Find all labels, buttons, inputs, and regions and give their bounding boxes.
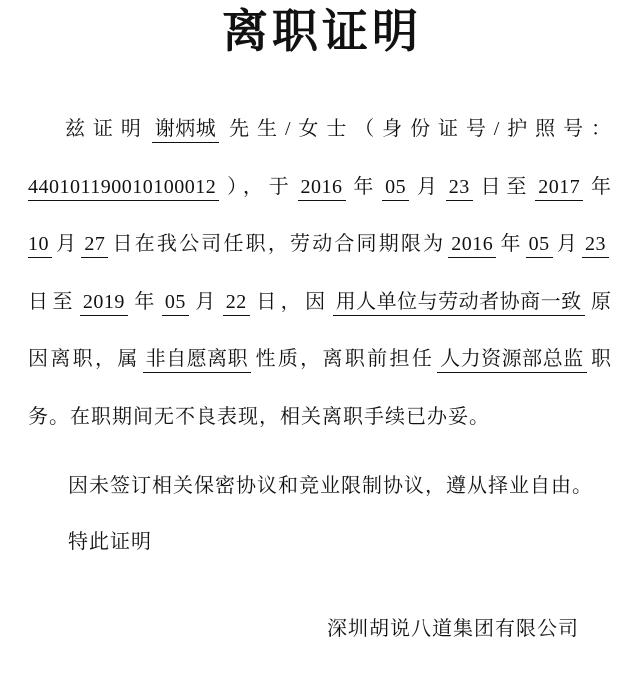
text-segment: 职 <box>589 348 613 371</box>
employee-name-field: 谢炳城 <box>152 117 220 143</box>
text-segment: 原 <box>587 290 613 313</box>
id-number-field: 440101190010100012 <box>28 175 219 201</box>
body-line-1 <box>28 101 612 159</box>
body-line-4 <box>28 274 612 332</box>
company-name: 深圳胡说八道集团有限公司 <box>327 618 579 640</box>
text-segment: 月 <box>191 290 220 313</box>
text-segment: 性质，离职前担任 <box>254 348 435 371</box>
text-segment: ），于 <box>222 175 295 198</box>
text-segment: 年 <box>586 175 613 198</box>
contract-start-year-field: 2016 <box>448 232 496 258</box>
text-segment: 年 <box>130 290 159 313</box>
body-line-6 <box>28 389 612 447</box>
employment-end-day-field: 27 <box>81 232 108 258</box>
contract-start-month-field: 05 <box>526 232 553 258</box>
text-segment: 日，因 <box>252 290 330 313</box>
body-line-2 <box>28 159 612 217</box>
employment-start-month-field: 05 <box>382 175 409 201</box>
contract-end-year-field: 2019 <box>80 290 128 316</box>
employment-start-day-field: 23 <box>446 175 473 201</box>
text-segment: 日在我公司任职，劳动合同期限为 <box>111 233 446 256</box>
text-segment: 因离职，属 <box>28 348 140 371</box>
certificate-body <box>28 101 612 447</box>
employment-start-year-field: 2016 <box>298 175 346 201</box>
closing-statement: 特此证明 <box>68 531 152 553</box>
text-segment: 务。在职期间无不良表现，相关离职手续已办妥。 <box>28 405 490 428</box>
contract-end-month-field: 05 <box>162 290 189 316</box>
employment-end-month-field: 10 <box>28 232 52 258</box>
body-line-5 <box>28 331 612 389</box>
text-segment: 日至 <box>475 175 533 198</box>
position-field: 人力资源部总监 <box>437 347 587 373</box>
text-segment: 月 <box>555 233 580 256</box>
employment-end-year-field: 2017 <box>535 175 583 201</box>
body-line-3 <box>28 216 612 274</box>
document-title: 离职证明 <box>222 6 422 57</box>
confidentiality-note: 因未签订相关保密协议和竞业限制协议，遵从择业自由。 <box>68 475 593 497</box>
resignation-nature-field: 非自愿离职 <box>143 347 252 373</box>
text-segment: 年 <box>499 233 523 256</box>
text-segment: 年 <box>348 175 380 198</box>
contract-end-day-field: 22 <box>223 290 250 316</box>
contract-start-day-field: 23 <box>582 232 609 258</box>
text-segment: 日至 <box>28 290 77 313</box>
text-segment: 兹证明 <box>65 118 149 140</box>
text-segment: 先生/女士（身份证号/护照号： <box>222 118 612 140</box>
text-segment: 月 <box>55 233 79 256</box>
text-segment: 月 <box>412 175 443 198</box>
resignation-reason-field: 用人单位与劳动者协商一致 <box>333 290 585 316</box>
